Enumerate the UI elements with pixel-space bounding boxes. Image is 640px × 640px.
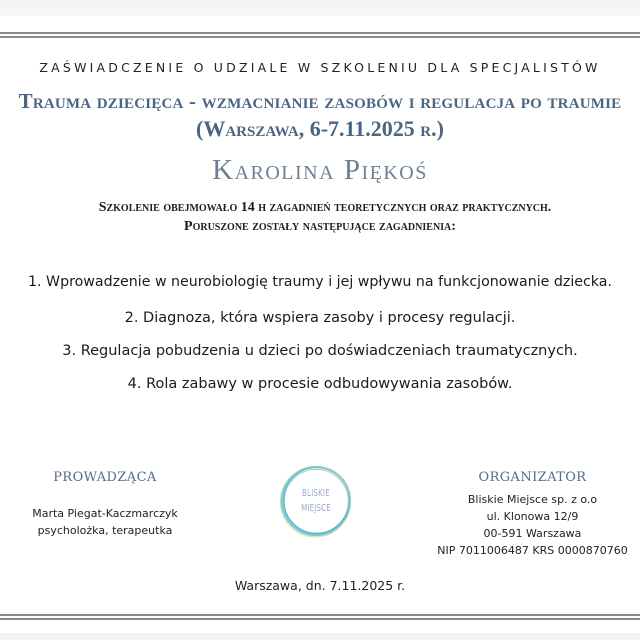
logo-text-line1: BLISKIE: [302, 488, 330, 499]
topic-item: 4. Rola zabawy w procesie odbudowywania zasobów.: [127, 376, 513, 392]
topic-item: 1. Wprowadzenie w neurobiologię traumy i jej wpływu na funkcjonowanie dziecka.: [28, 274, 612, 290]
summary-topics-intro: Poruszone zostały następujące zagadnienia:: [184, 219, 456, 234]
organizer-block: [425, 470, 640, 559]
organizer-city: 00-591 Warszawa: [483, 527, 582, 540]
certificate-label: ZAŚWIADCZENIE O UDZIALE W SZKOLENIU DLA SPECJALISTÓW: [39, 60, 601, 75]
topic-item: 2. Diagnoza, która wspiera zasoby i procesy regulacji.: [124, 310, 516, 326]
recipient-name: Karolina Piękoś: [212, 154, 428, 186]
summary-hours: Szkolenie obejmowało 14 h zagadnień teoretycznych oraz praktycznych.: [98, 200, 552, 215]
bottom-double-rule: [0, 614, 640, 620]
instructor-role: psycholożka, terapeutka: [37, 524, 173, 537]
instructor-name: Marta Piegat-Kaczmarczyk: [32, 507, 178, 520]
organizer-registry: NIP 7011006487 KRS 0000870760: [437, 544, 628, 557]
bottom-band: [0, 633, 640, 640]
place-and-date: Warszawa, dn. 7.11.2025 r.: [234, 578, 406, 593]
organizer-company: Bliskie Miejsce sp. z o.o: [467, 493, 598, 506]
organizer-heading: ORGANIZATOR: [478, 470, 587, 485]
top-band: [0, 0, 640, 16]
bliskie-miejsce-logo: [278, 463, 354, 539]
instructor-block: [0, 470, 210, 539]
instructor-heading: PROWADZĄCA: [53, 470, 157, 485]
organizer-street: ul. Klonowa 12/9: [486, 510, 579, 523]
topic-item: 3. Regulacja pobudzenia u dzieci po doświadczeniach traumatycznych.: [62, 343, 578, 359]
logo-text-line2: MIEJSCE: [301, 503, 331, 514]
top-double-rule: [0, 32, 640, 38]
course-title: Trauma dziecięca - wzmacnianie zasobów i regulacja po traumie: [18, 89, 622, 113]
course-location-dates: (Warszawa, 6-7.11.2025 r.): [196, 116, 444, 141]
